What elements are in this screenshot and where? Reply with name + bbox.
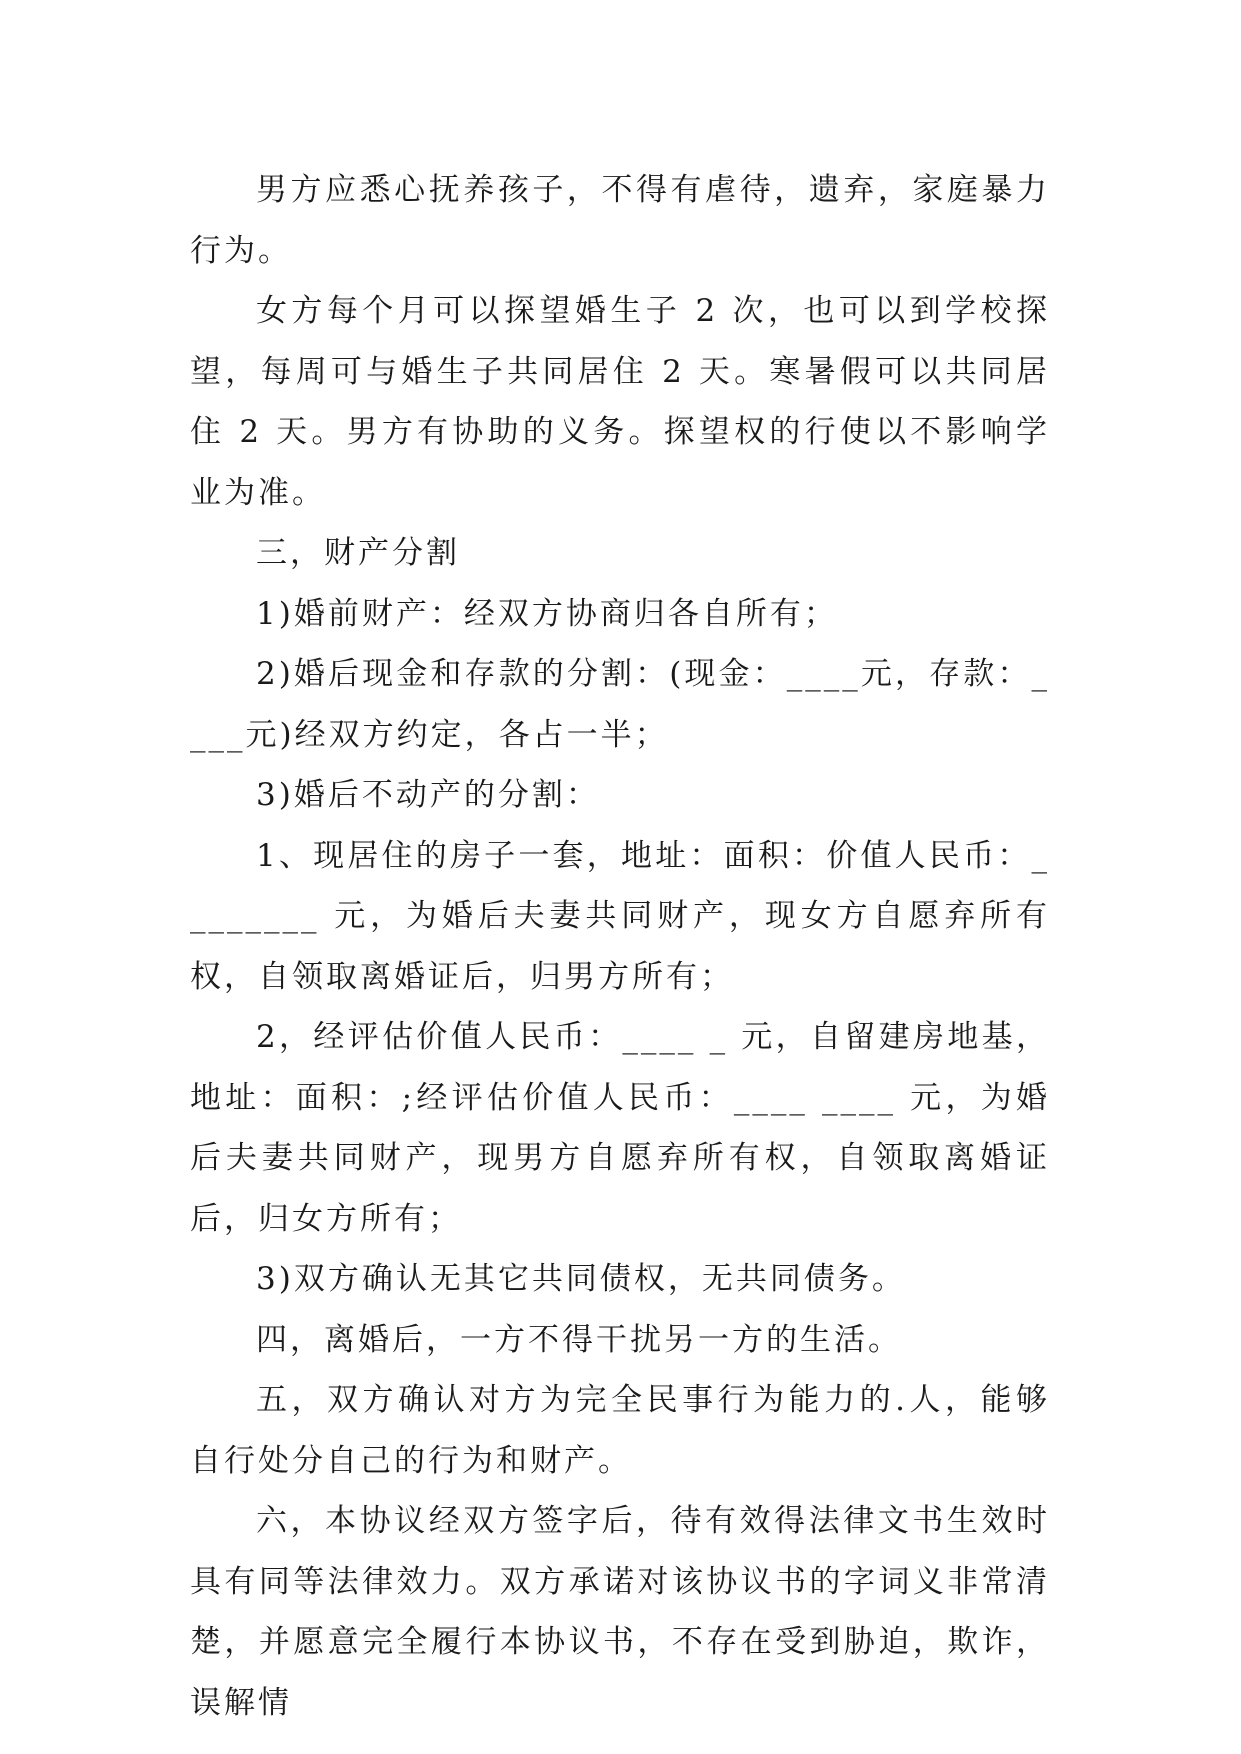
section-six: 六，本协议经双方签字后，待有效得法律文书生效时具有同等法律效力。双方承诺对该协议书的字词义非常清楚，并愿意完全履行本协议书，不存在受到胁迫，欺诈，误解情 <box>190 1503 1050 1721</box>
section-heading-property: 三，财产分割 <box>256 535 460 571</box>
section-four: 四，离婚后，一方不得干扰另一方的生活。 <box>256 1321 902 1358</box>
paragraph-premarital-property: 1)婚前财产：经双方协商归各自所有； <box>256 595 838 632</box>
paragraph-debts: 3)双方确认无其它共同债权，无共同债务。 <box>256 1261 906 1297</box>
paragraph-visitation: 女方每个月可以探望婚生子 2 次，也可以到学校探望，每周可与婚生子共同居住 2 天。寒暑假可以共同居住 2 天。男方有协助的义务。探望权的行使以不影响学业为准。 <box>190 293 1050 511</box>
paragraph-house-item-2: 2，经评估价值人民币：____ _ 元，自留建房地基，地址：面积：;经评估价值人民币：____ ____ 元，为婚后夫妻共同财产，现男方自愿弃所有权，自领取离婚证后，归女方所有； <box>190 1019 1050 1237</box>
paragraph-cash-deposits: 2)婚后现金和存款的分割：(现金：____元，存款：____元)经双方约定，各占一半； <box>190 656 1050 753</box>
paragraph-child-care: 男方应悉心抚养孩子，不得有虐待，遗弃，家庭暴力行为。 <box>190 172 1050 269</box>
paragraph-house-item-1: 1、现居住的房子一套，地址：面积：价值人民币：________ 元，为婚后夫妻共同财产，现女方自愿弃所有权，自领取离婚证后，归男方所有； <box>190 837 1050 995</box>
paragraph-real-estate-heading: 3)婚后不动产的分割： <box>256 777 600 813</box>
section-five: 五，双方确认对方为完全民事行为能力的.人，能够自行处分自己的行为和财产。 <box>190 1382 1050 1479</box>
document-page <box>190 160 1050 1733</box>
